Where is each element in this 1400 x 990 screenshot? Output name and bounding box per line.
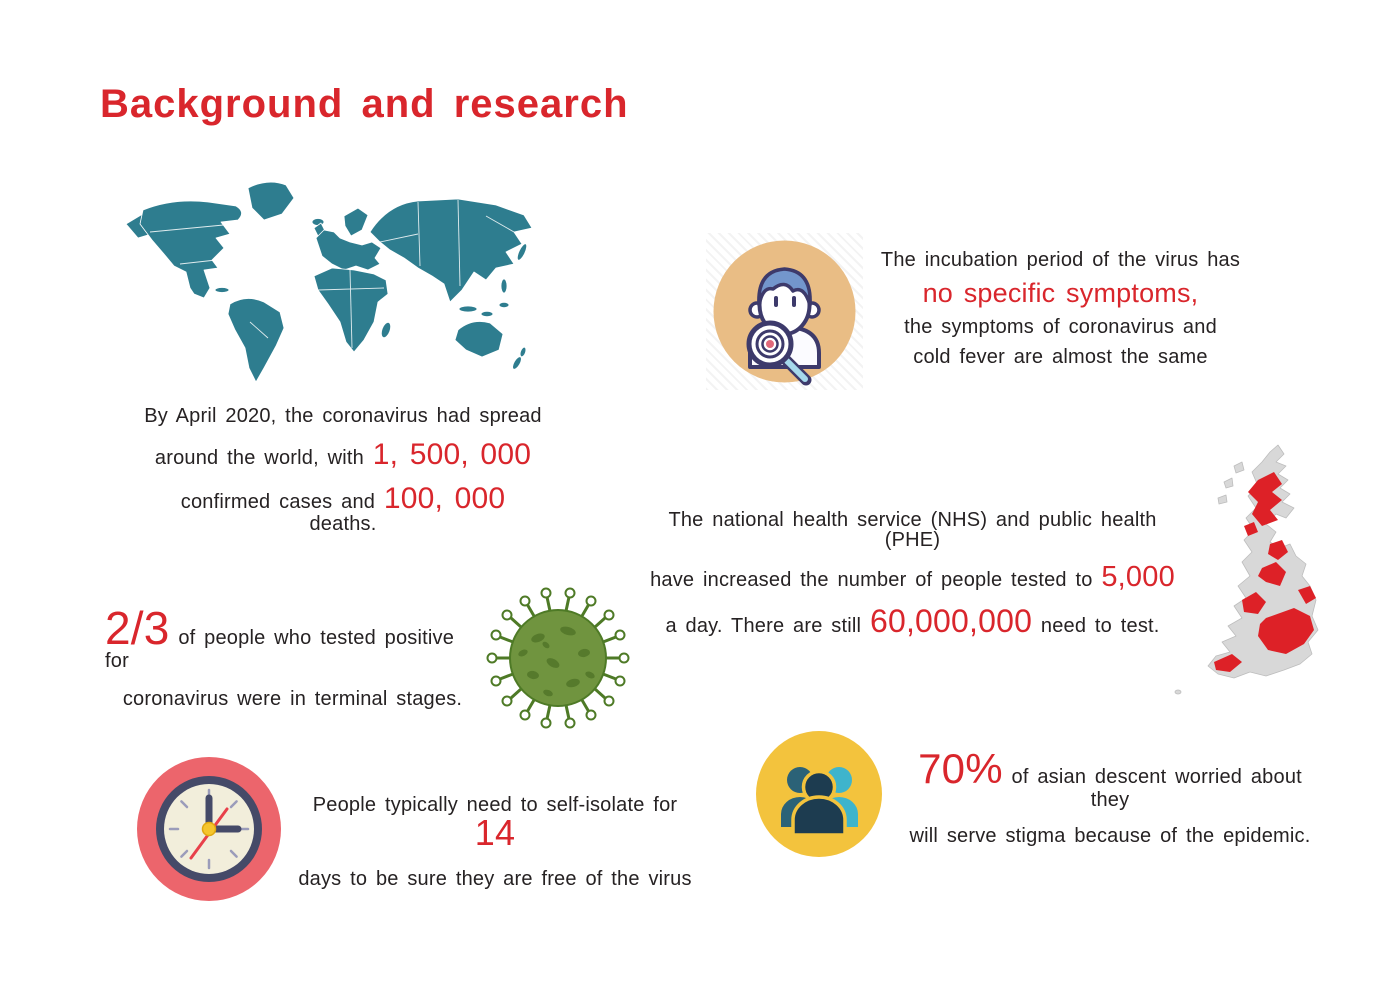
world-map-icon	[118, 172, 558, 392]
stat-testing-line2-text: have increased the number of people tested to	[650, 569, 1093, 591]
stat-spread-line3-text: confirmed cases and	[180, 491, 376, 513]
stat-terminal-line1	[105, 602, 480, 672]
stat-isolation-line2: days to be sure they are free of the virus	[298, 868, 692, 890]
page-title: Background and research	[100, 82, 629, 126]
stat-stigma-line2: will serve stigma because of the epidemic.	[909, 825, 1311, 847]
stat-terminal-line2: coronavirus were in terminal stages.	[122, 688, 463, 710]
stat-spread	[143, 406, 543, 548]
person-search-panel	[706, 233, 863, 390]
stat-testing-line3-post: need to test.	[1040, 615, 1160, 637]
stat-spread-line3	[143, 484, 543, 534]
stat-spread-deaths: 100, 000	[383, 482, 506, 515]
people-group	[754, 729, 884, 859]
stat-incubation-line1: The incubation period of the virus has	[880, 249, 1241, 271]
stat-incubation-highlight: no specific symptoms,	[922, 278, 1199, 308]
stat-terminal-line1-text: of people who tested positive for	[105, 627, 455, 672]
stat-testing-line2	[650, 563, 1175, 592]
stat-spread-line2-text: around the world, with	[154, 447, 364, 469]
stat-testing-daily: 5,000	[1101, 561, 1175, 593]
virus	[478, 583, 638, 733]
stat-isolation-line1	[295, 795, 695, 851]
stat-testing-line3	[650, 605, 1175, 637]
people-group-icon	[754, 729, 884, 859]
stat-spread-line3-post: deaths.	[309, 513, 377, 535]
stat-stigma	[900, 745, 1320, 862]
stat-terminal	[105, 602, 480, 727]
stat-terminal-fraction: 2/3	[105, 602, 170, 654]
stat-testing-line1: The national health service (NHS) and public health (PHE)	[668, 509, 1157, 551]
stat-testing	[650, 510, 1175, 650]
stat-testing-remaining: 60,000,000	[869, 603, 1033, 639]
stat-incubation-line3: cold fever are almost the same	[913, 346, 1208, 368]
virus-icon	[478, 583, 638, 733]
stat-isolation	[295, 795, 695, 907]
stat-spread-line2	[143, 440, 543, 470]
stat-isolation-days: 14	[474, 812, 516, 853]
stat-stigma-percent: 70%	[918, 745, 1003, 792]
stat-incubation	[878, 250, 1243, 377]
uk-outbreak-map-icon	[1158, 440, 1353, 705]
uk-map	[1158, 440, 1353, 705]
clock	[134, 754, 284, 904]
clock-icon	[134, 754, 284, 904]
person-search-icon	[706, 233, 863, 390]
stat-testing-line3-text: a day. There are still	[665, 615, 862, 637]
stat-stigma-line1-text: of asian descent worried about they	[1011, 766, 1302, 811]
stat-incubation-line2: the symptoms of coronavirus and	[904, 316, 1217, 338]
stat-stigma-line1	[900, 745, 1320, 811]
stat-spread-cases: 1, 500, 000	[372, 438, 532, 471]
stat-spread-line1: By April 2020, the coronavirus had spread	[144, 405, 542, 427]
world-map	[118, 172, 558, 392]
stat-isolation-line1-text: People typically need to self-isolate for	[312, 794, 678, 816]
